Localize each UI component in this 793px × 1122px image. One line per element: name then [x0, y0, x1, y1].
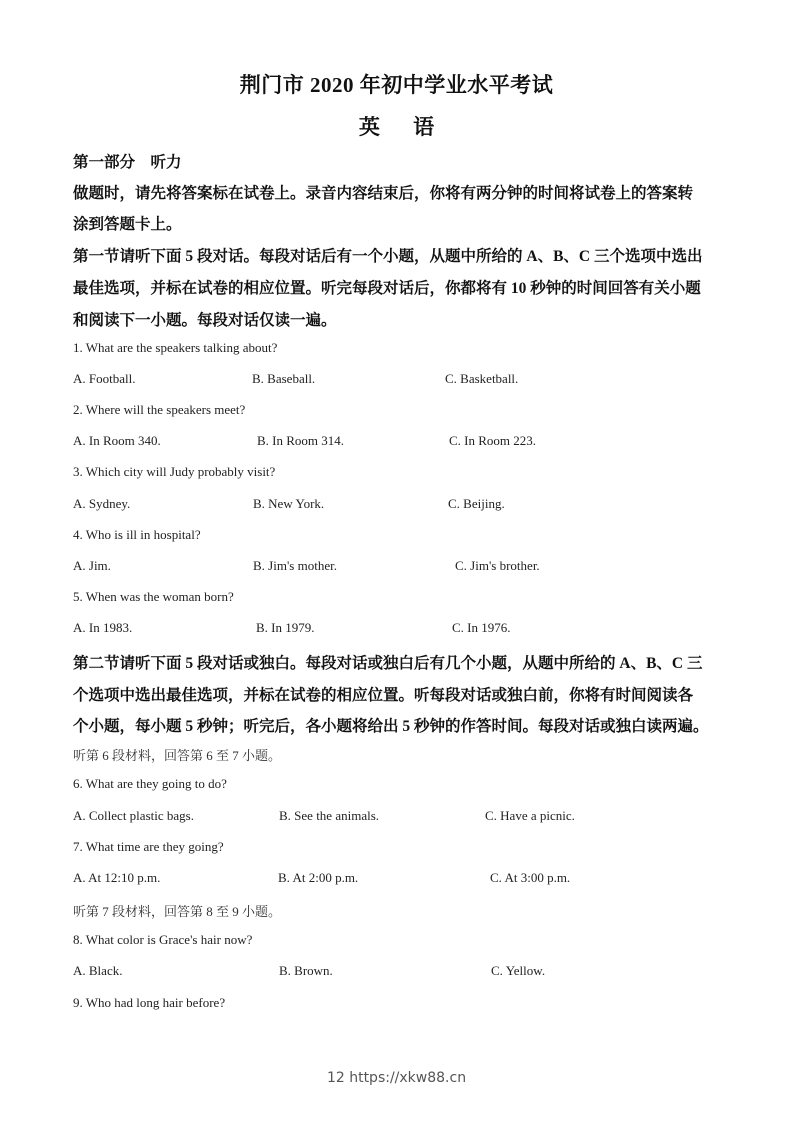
option-1c: C. Basketball.	[445, 371, 519, 386]
option-2b: B. In Room 314.	[257, 433, 345, 448]
part1-instruction-line: 涂到答题卡上。	[73, 216, 182, 233]
option-4c: C. Jim's brother.	[455, 558, 540, 573]
option-2c: C. In Room 223.	[449, 433, 537, 448]
part1-instruction-line: 做题时，请先将答案标在试卷上。录音内容结束后，你将有两分钟的时间将试卷上的答案转	[73, 185, 694, 202]
option-5a: A. In 1983.	[73, 620, 133, 635]
question-4: 4. Who is ill in hospital?	[73, 527, 201, 542]
question-1: 1. What are the speakers talking about?	[73, 340, 278, 355]
option-6c: C. Have a picnic.	[485, 808, 575, 823]
question-6: 6. What are they going to do?	[73, 776, 227, 791]
option-3b: B. New York.	[253, 496, 325, 511]
option-7c: C. At 3:00 p.m.	[490, 870, 571, 885]
section2-instruction-line: 个小题，每小题 5 秒钟；听完后，各小题将给出 5 秒钟的作答时间。每段对话或独白读两遍。	[73, 718, 709, 735]
option-6a: A. Collect plastic bags.	[73, 808, 194, 823]
material-note-7: 听第 7 段材料，回答第 8 至 9 小题。	[73, 904, 282, 919]
option-1a: A. Football.	[73, 371, 136, 386]
option-1b: B. Baseball.	[252, 371, 316, 386]
option-5c: C. In 1976.	[452, 620, 511, 635]
question-3: 3. Which city will Judy probably visit?	[73, 464, 276, 479]
option-2a: A. In Room 340.	[73, 433, 161, 448]
option-5b: B. In 1979.	[256, 620, 315, 635]
option-7b: B. At 2:00 p.m.	[278, 870, 359, 885]
subject-title: 英 语	[358, 115, 449, 139]
option-3a: A. Sydney.	[73, 496, 131, 511]
material-note-6: 听第 6 段材料，回答第 6 至 7 小题。	[73, 748, 282, 763]
section2-instruction-line: 第二节请听下面 5 段对话或独白。每段对话或独白后有几个小题，从题中所给的 A、B、C 三	[73, 655, 703, 672]
section1-instruction-line: 第一节请听下面 5 段对话。每段对话后有一个小题，从题中所给的 A、B、C 三个选项中选出	[73, 248, 703, 265]
option-8b: B. Brown.	[279, 963, 333, 978]
option-7a: A. At 12:10 p.m.	[73, 870, 161, 885]
option-4b: B. Jim's mother.	[253, 558, 337, 573]
page-footer: 12 https://xkw88.cn	[326, 1070, 467, 1086]
section2-instruction-line: 个选项中选出最佳选项，并标在试卷的相应位置。听每段对话或独白前，你将有时间阅读各	[73, 687, 694, 704]
part1-heading: 第一部分 听力	[73, 154, 182, 171]
exam-title: 荆门市 2020 年初中学业水平考试	[239, 73, 554, 97]
section1-instruction-line: 最佳选项，并标在试卷的相应位置。听完每段对话后，你都将有 10 秒钟的时间回答有关小题	[73, 280, 701, 297]
option-3c: C. Beijing.	[448, 496, 505, 511]
question-2: 2. Where will the speakers meet?	[73, 402, 246, 417]
question-5: 5. When was the woman born?	[73, 589, 234, 604]
option-4a: A. Jim.	[73, 558, 111, 573]
option-8c: C. Yellow.	[491, 963, 546, 978]
option-8a: A. Black.	[73, 963, 123, 978]
option-6b: B. See the animals.	[279, 808, 380, 823]
question-9: 9. Who had long hair before?	[73, 995, 226, 1010]
section1-instruction-line: 和阅读下一小题。每段对话仅读一遍。	[73, 312, 337, 329]
question-7: 7. What time are they going?	[73, 839, 224, 854]
question-8: 8. What color is Grace's hair now?	[73, 932, 253, 947]
